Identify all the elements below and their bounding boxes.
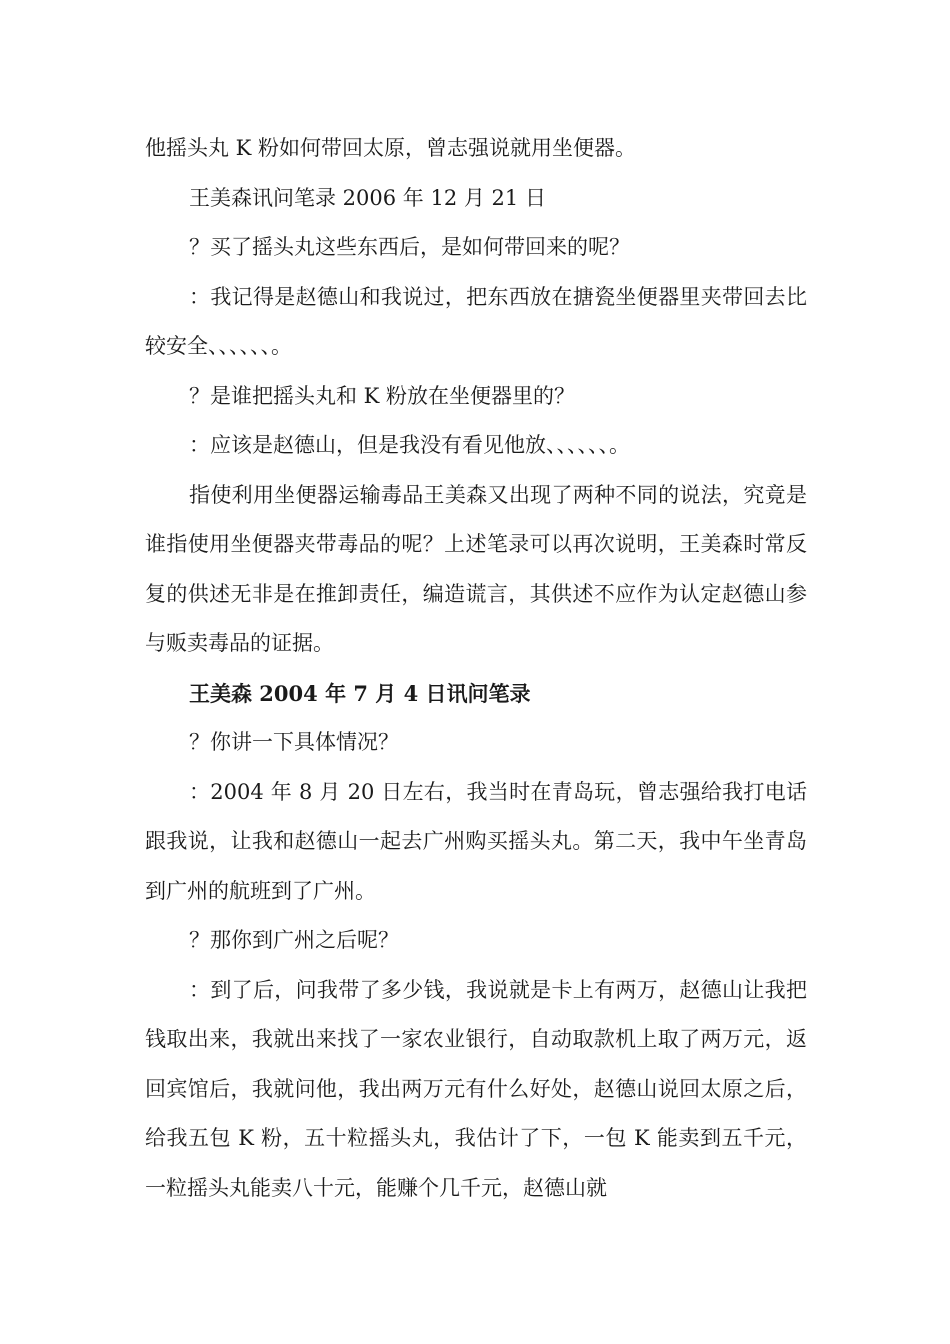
paragraph-record-heading-2004: 王美森 2004 年 7 月 4 日讯问笔录 <box>189 680 531 706</box>
paragraph-question: ？那你到广州之后呢？ <box>189 928 399 952</box>
paragraph-answer: ：我记得是赵德山和我说过，把东西放在搪瓷坐便器里夹带回去比较安全、、、、、、。 <box>145 284 807 358</box>
paragraph-question: ？买了摇头丸这些东西后，是如何带回来的呢？ <box>189 235 630 259</box>
paragraph-record-heading-2006: 王美森讯问笔录 2006 年 12 月 21 日 <box>189 185 546 210</box>
paragraph-continuation: 他摇头丸 K 粉如何带回太原，曾志强说就用坐便器。 <box>145 136 637 160</box>
paragraph-answer: ：到了后，问我带了多少钱，我说就是卡上有两万，赵德山让我把钱取出来，我就出来找了一家农业银行，自动取款机上取了两万元，返回宾馆后，我就问他，我出两万元有什么好处，赵德山说回太原之后，给我五包 K 粉，五十粒摇头丸，我估计了下，一包 K 能卖到五千元，一粒摇头丸能卖八十元，能赚个几千元，赵德山就 <box>145 977 807 1200</box>
paragraph-question: ？你讲一下具体情况？ <box>189 730 399 754</box>
document-body <box>145 124 807 1213</box>
paragraph-answer: ：应该是赵德山，但是我没有看见他放、、、、、、。 <box>189 433 630 457</box>
paragraph-answer: ：2004 年 8 月 20 日左右，我当时在青岛玩，曾志强给我打电话跟我说，让我和赵德山一起去广州购买摇头丸。第二天，我中午坐青岛到广州的航班到了广州。 <box>145 779 807 903</box>
paragraph-question: ？是谁把摇头丸和 K 粉放在坐便器里的？ <box>189 383 576 408</box>
paragraph-commentary: 指使利用坐便器运输毒品王美森又出现了两种不同的说法，究竟是谁指使用坐便器夹带毒品的呢？上述笔录可以再次说明，王美森时常反复的供述无非是在推卸责任，编造谎言，其供述不应作为认定赵德山参与贩卖毒品的证据。 <box>145 482 807 655</box>
